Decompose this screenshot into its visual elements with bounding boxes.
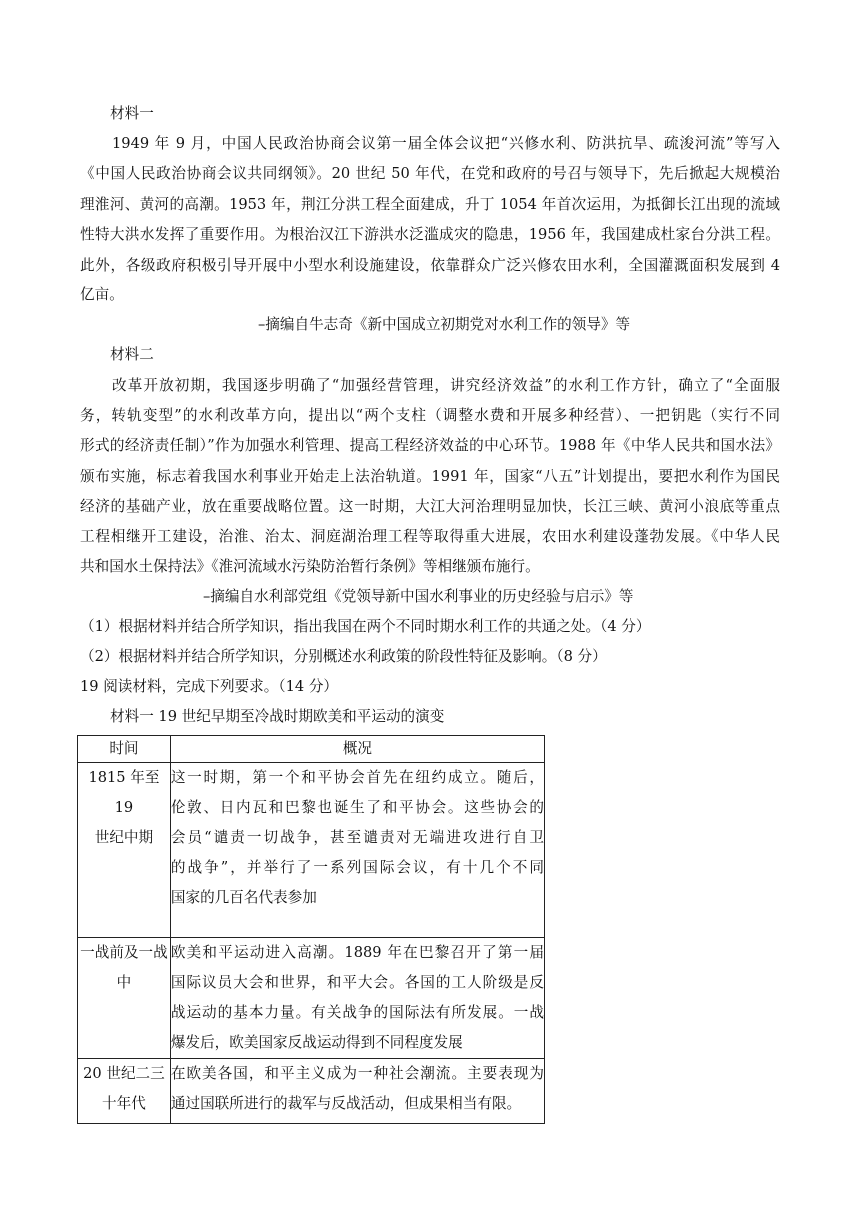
table-caption: 材料一 19 世纪早期至冷战时期欧美和平运动的演变 (110, 708, 445, 725)
time-text: 世纪中期 (94, 829, 154, 846)
material1-line: 理淮河、黄河的高潮。1953 年，荆江分洪工程全面建成，升丁 1054 年首次运用，为抵御长江出现的流域 (80, 196, 780, 213)
material1-label: 材料一 (110, 105, 154, 122)
material1-line: 此外，各级政府积极引导开展中小型水利设施建设，依靠群众广泛兴修农田水利，全国灌溉面积发展到 4 (80, 257, 780, 274)
material2-line: 颁布实施，标志着我国水利事业开始走上法治轨道。1991 年，国家“八五”计划提出，要把水利作为国民 (80, 468, 780, 485)
overview-text: 爆发后，欧美国家反战运动得到不同程度发展 (170, 1034, 463, 1051)
time-cell (78, 1059, 171, 1124)
time-text: 十年代 (102, 1095, 146, 1112)
material1-source: –摘编自牛志奇《新中国成立初期党对水利工作的领导》等 (258, 316, 631, 333)
header-time: 时间 (78, 736, 171, 763)
overview-text: 会员“谴责一切战争，甚至谴责对无端进攻进行自卫 (170, 829, 544, 846)
material2-label: 材料二 (110, 346, 154, 363)
material2-line: 形式的经济责任制）”作为加强水利管理、提高工程经济效益的中心环节。1988 年《中华人民共和国水法》 (80, 437, 780, 454)
overview-text: 这一时期，第一个和平协会首先在纽约成立。随后， (170, 769, 544, 786)
material2-line: 工程相继开工建设，治淮、治太、洞庭湖治理工程等取得重大进展，农田水利建设蓬勃发展。《中华人民 (80, 528, 780, 545)
question-1: （1）根据材料并结合所学知识，指出我国在两个不同时期水利工作的共通之处。（4 分） (80, 618, 651, 635)
table-header-row (78, 736, 545, 763)
material2-line: 务，转轨变型”的水利改革方向，提出以“两个支柱（调整水费和开展多种经营）、一把钥匙（实行不同 (80, 407, 780, 424)
material1-line: 性特大洪水发挥了重要作用。为根治汉江下游洪水泛滥成灾的隐患，1956 年，我国建成杜家台分洪工程。 (80, 226, 780, 243)
time-cell (78, 763, 171, 938)
time-cell (78, 938, 171, 1059)
peace-movement-table (77, 735, 545, 1124)
time-text: 20 世纪二三 (83, 1065, 165, 1082)
overview-cell (170, 763, 544, 938)
overview-text: 国际议员大会和世界，和平大会。各国的工人阶级是反 (170, 974, 544, 991)
overview-text: 国家的几百名代表参加 (170, 889, 317, 906)
question-19: 19 阅读材料，完成下列要求。（14 分） (80, 678, 339, 695)
overview-cell (170, 938, 544, 1059)
overview-text: 通过国联所进行的裁军与反战活动，但成果相当有限。 (170, 1095, 522, 1112)
material1-line: 亿亩。 (80, 286, 124, 303)
time-text: 1815 年至 19 (88, 769, 160, 816)
material2-line: 改革开放初期，我国逐步明确了“加强经营管理，讲究经济效益”的水利工作方针，确立了“全面服 (112, 377, 780, 394)
overview-cell (170, 1059, 544, 1124)
overview-text: 伦敦、日内瓦和巴黎也诞生了和平协会。这些协会的 (170, 799, 544, 816)
time-text: 一战前及一战 (80, 944, 168, 961)
material2-line: 共和国水土保持法》《淮河流域水污染防治暂行条例》等相继颁布施行。 (80, 558, 540, 575)
overview-text: 在欧美各国，和平主义成为一种社会潮流。主要表现为 (170, 1065, 544, 1082)
overview-text: 战运动的基本力量。有关战争的国际法有所发展。一战 (170, 1004, 544, 1021)
time-text: 中 (116, 974, 132, 991)
material1-line: 1949 年 9 月，中国人民政治协商会议第一届全体会议把“兴修水利、防洪抗旱、疏浚河流”等写入 (112, 135, 780, 152)
table-row (78, 1059, 545, 1124)
table-row (78, 938, 545, 1059)
header-overview: 概况 (170, 736, 544, 763)
overview-text: 欧美和平运动进入高潮。1889 年在巴黎召开了第一届 (170, 944, 544, 961)
overview-text: 的战争”，并举行了一系列国际会议，有十几个不同 (170, 859, 544, 876)
material1-line: 《中国人民政治协商会议共同纲领》。20 世纪 50 年代，在党和政府的号召与领导下，先后掀起大规模治 (80, 165, 780, 182)
material2-line: 经济的基础产业，放在重要战略位置。这一时期，大江大河治理明显加快，长江三峡、黄河小浪底等重点 (80, 498, 780, 515)
question-2: （2）根据材料并结合所学知识，分别概述水利政策的阶段性特征及影响。（8 分） (80, 648, 607, 665)
table-row (78, 763, 545, 938)
material2-source: –摘编自水利部党组《党领导新中国水利事业的历史经验与启示》等 (203, 588, 634, 605)
